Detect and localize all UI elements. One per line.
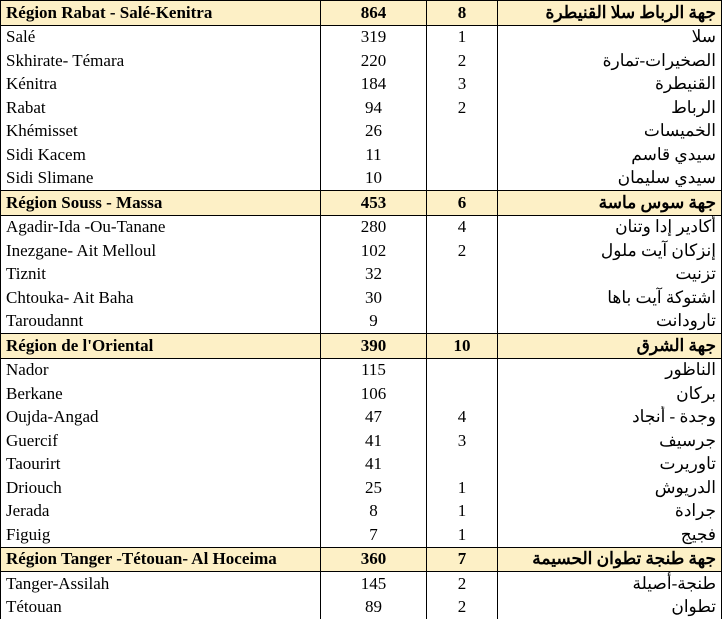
table-row	[1, 310, 722, 334]
province-cases: 94	[321, 96, 427, 120]
table-row	[1, 406, 722, 430]
province-deaths: 1	[427, 500, 498, 524]
table-row	[1, 49, 722, 73]
table-row	[1, 358, 722, 382]
region-deaths: 8	[427, 1, 498, 26]
province-deaths: 1	[427, 476, 498, 500]
table-row	[1, 25, 722, 49]
province-name-fr: Tétouan	[1, 596, 321, 620]
province-name-ar: الناظور	[498, 358, 722, 382]
region-header-row	[1, 547, 722, 572]
region-header-row	[1, 191, 722, 216]
table-row	[1, 596, 722, 620]
province-deaths: 3	[427, 429, 498, 453]
table-row	[1, 572, 722, 596]
province-name-fr: Guercif	[1, 429, 321, 453]
table-row	[1, 263, 722, 287]
province-name-fr: Figuig	[1, 523, 321, 547]
region-name-ar: جهة الشرق	[498, 334, 722, 359]
province-deaths: 2	[427, 239, 498, 263]
province-deaths: 3	[427, 73, 498, 97]
province-name-fr: Taroudannt	[1, 310, 321, 334]
table-row	[1, 73, 722, 97]
province-name-ar: أكادير إدا وتنان	[498, 215, 722, 239]
province-name-ar: وجدة - أنجاد	[498, 406, 722, 430]
province-cases: 11	[321, 143, 427, 167]
province-deaths	[427, 263, 498, 287]
table-row	[1, 453, 722, 477]
province-name-ar: سيدي قاسم	[498, 143, 722, 167]
province-name-ar: اشتوكة آيت باها	[498, 286, 722, 310]
province-name-ar: إنزكان آيت ملول	[498, 239, 722, 263]
province-name-fr: Taourirt	[1, 453, 321, 477]
region-name-fr: Région de l'Oriental	[1, 334, 321, 359]
province-cases: 319	[321, 25, 427, 49]
province-name-fr: Sidi Kacem	[1, 143, 321, 167]
province-deaths: 2	[427, 49, 498, 73]
province-deaths: 2	[427, 596, 498, 620]
table-row	[1, 215, 722, 239]
region-name-fr: Région Tanger -Tétouan- Al Hoceima	[1, 547, 321, 572]
province-name-ar: الرباط	[498, 96, 722, 120]
province-name-fr: Oujda-Angad	[1, 406, 321, 430]
province-name-ar: القنيطرة	[498, 73, 722, 97]
province-cases: 280	[321, 215, 427, 239]
region-cases: 864	[321, 1, 427, 26]
table-row	[1, 239, 722, 263]
province-deaths	[427, 358, 498, 382]
table-body	[1, 1, 722, 620]
province-cases: 145	[321, 572, 427, 596]
region-name-fr: Région Rabat - Salé-Kenitra	[1, 1, 321, 26]
province-name-ar: تطوان	[498, 596, 722, 620]
province-cases: 89	[321, 596, 427, 620]
province-name-ar: جرادة	[498, 500, 722, 524]
province-deaths: 1	[427, 25, 498, 49]
province-deaths: 4	[427, 215, 498, 239]
province-name-fr: Chtouka- Ait Baha	[1, 286, 321, 310]
province-cases: 41	[321, 453, 427, 477]
province-name-fr: Tiznit	[1, 263, 321, 287]
region-deaths: 6	[427, 191, 498, 216]
province-name-ar: الصخيرات-تمارة	[498, 49, 722, 73]
province-cases: 220	[321, 49, 427, 73]
table-row	[1, 96, 722, 120]
province-cases: 102	[321, 239, 427, 263]
table-row	[1, 120, 722, 144]
province-name-ar: الخميسات	[498, 120, 722, 144]
table-row	[1, 429, 722, 453]
province-name-fr: Tanger-Assilah	[1, 572, 321, 596]
table-row	[1, 167, 722, 191]
region-cases: 453	[321, 191, 427, 216]
province-cases: 184	[321, 73, 427, 97]
province-name-ar: بركان	[498, 382, 722, 406]
region-header-row	[1, 1, 722, 26]
province-name-fr: Agadir-Ida -Ou-Tanane	[1, 215, 321, 239]
province-deaths: 2	[427, 572, 498, 596]
table-row	[1, 286, 722, 310]
province-deaths	[427, 453, 498, 477]
province-cases: 30	[321, 286, 427, 310]
province-cases: 47	[321, 406, 427, 430]
region-deaths: 7	[427, 547, 498, 572]
province-name-fr: Rabat	[1, 96, 321, 120]
province-cases: 41	[321, 429, 427, 453]
province-cases: 26	[321, 120, 427, 144]
table-row	[1, 382, 722, 406]
province-name-fr: Khémisset	[1, 120, 321, 144]
province-cases: 10	[321, 167, 427, 191]
province-name-fr: Sidi Slimane	[1, 167, 321, 191]
province-name-fr: Jerada	[1, 500, 321, 524]
province-deaths	[427, 286, 498, 310]
province-name-fr: Berkane	[1, 382, 321, 406]
province-deaths	[427, 120, 498, 144]
province-name-ar: فجيج	[498, 523, 722, 547]
province-cases: 25	[321, 476, 427, 500]
province-cases: 7	[321, 523, 427, 547]
region-deaths: 10	[427, 334, 498, 359]
province-deaths	[427, 167, 498, 191]
province-deaths: 1	[427, 523, 498, 547]
region-name-ar: جهة الرباط سلا القنيطرة	[498, 1, 722, 26]
province-deaths	[427, 310, 498, 334]
province-cases: 9	[321, 310, 427, 334]
province-name-ar: تاوريرت	[498, 453, 722, 477]
province-cases: 115	[321, 358, 427, 382]
province-name-ar: طنجة-أصيلة	[498, 572, 722, 596]
table-row	[1, 476, 722, 500]
province-deaths: 4	[427, 406, 498, 430]
province-cases: 8	[321, 500, 427, 524]
province-name-fr: Nador	[1, 358, 321, 382]
province-name-fr: Kénitra	[1, 73, 321, 97]
province-name-ar: تارودانت	[498, 310, 722, 334]
table-row	[1, 143, 722, 167]
province-name-ar: سلا	[498, 25, 722, 49]
table-row	[1, 500, 722, 524]
province-name-fr: Inezgane- Ait Melloul	[1, 239, 321, 263]
province-cases: 32	[321, 263, 427, 287]
province-name-ar: تزنيت	[498, 263, 722, 287]
province-deaths: 2	[427, 96, 498, 120]
region-cases: 390	[321, 334, 427, 359]
region-name-fr: Région Souss - Massa	[1, 191, 321, 216]
province-name-fr: Skhirate- Témara	[1, 49, 321, 73]
region-header-row	[1, 334, 722, 359]
province-name-fr: Driouch	[1, 476, 321, 500]
province-cases: 106	[321, 382, 427, 406]
province-name-ar: جرسيف	[498, 429, 722, 453]
region-name-ar: جهة سوس ماسة	[498, 191, 722, 216]
region-name-ar: جهة طنجة تطوان الحسيمة	[498, 547, 722, 572]
province-name-fr: Salé	[1, 25, 321, 49]
province-deaths	[427, 143, 498, 167]
province-name-ar: سيدي سليمان	[498, 167, 722, 191]
region-cases: 360	[321, 547, 427, 572]
table-row	[1, 523, 722, 547]
province-deaths	[427, 382, 498, 406]
province-name-ar: الدريوش	[498, 476, 722, 500]
